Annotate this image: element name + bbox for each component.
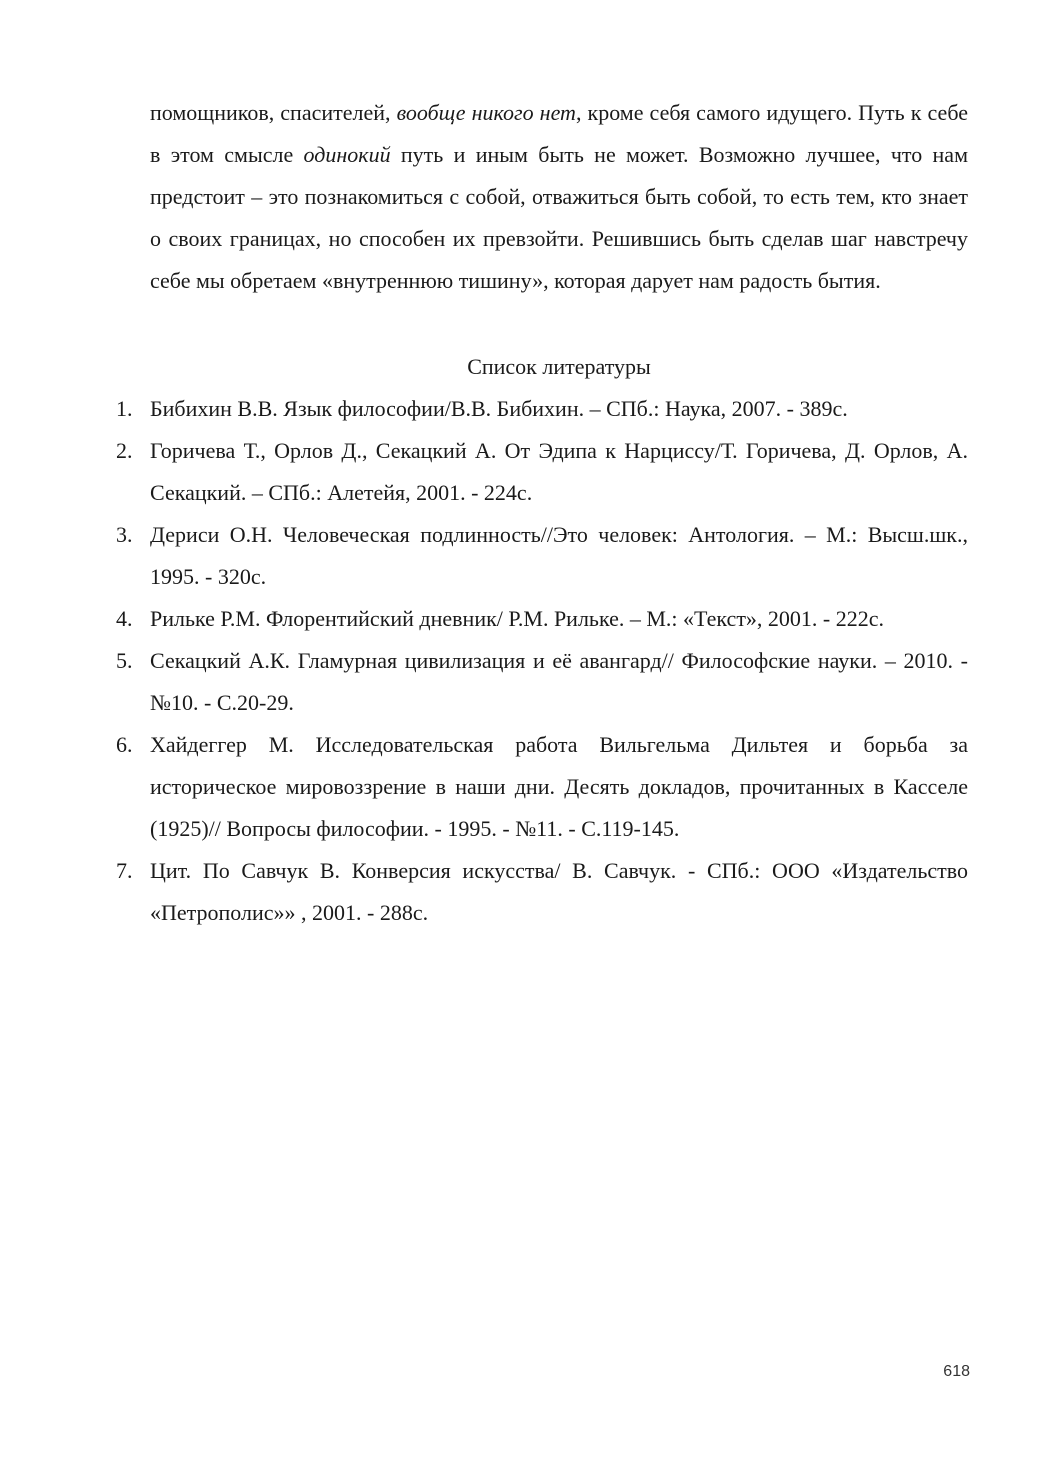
reference-item xyxy=(116,514,968,598)
references-list xyxy=(116,388,968,934)
reference-text: Горичева Т., Орлов Д., Секацкий А. От Эдипа к Нарциссу/Т. Горичева, Д. Орлов, А. Секацкий. – СПб.: Алетейя, 2001. - 224с. xyxy=(150,438,968,505)
reference-text: Хайдеггер М. Исследовательская работа Вильгельма Дильтея и борьба за историческое мировоззрение в наши дни. Десять докладов, прочитанных в Касселе (1925)// Вопросы философии. - 1995. - №11. - С.119-145. xyxy=(150,732,968,841)
paragraph-italic-1: вообще никого нет xyxy=(396,100,576,125)
reference-number: 6. xyxy=(116,732,133,757)
reference-item xyxy=(116,430,968,514)
paragraph-text-1: помощников, спасителей, xyxy=(150,100,397,125)
reference-number: 4. xyxy=(116,606,133,631)
reference-number: 3. xyxy=(116,522,133,547)
references-title: Список литературы xyxy=(467,354,651,379)
paragraph-text-2: , кроме себя самого идущего. Путь к себе в этом смысле xyxy=(150,100,968,167)
reference-item xyxy=(116,640,968,724)
paragraph-italic-2: одинокий xyxy=(303,142,391,167)
reference-text: Цит. По Савчук В. Конверсия искусства/ В. Савчук. - СПб.: ООО «Издательство «Петрополис»» , 2001. - 288с. xyxy=(150,858,968,925)
reference-text: Дериси О.Н. Человеческая подлинность//Это человек: Антология. – М.: Высш.шк., 1995. - 320с. xyxy=(150,522,968,589)
reference-number: 2. xyxy=(116,438,133,463)
reference-text: Бибихин В.В. Язык философии/В.В. Бибихин. – СПб.: Наука, 2007. - 389с. xyxy=(150,396,848,421)
reference-item xyxy=(116,598,968,640)
body-paragraph xyxy=(150,92,968,302)
page-number: 618 xyxy=(943,1363,970,1380)
paragraph-text-3: путь и иным быть не может. Возможно лучшее, что нам предстоит – это познакомиться с собой, отважиться быть собой, то есть тем, кто знает о своих границах, но способен их превзойти. Решившись быть сделав шаг навстречу себе мы обретаем «внутреннюю тишину», которая дарует нам радость бытия. xyxy=(150,142,968,293)
reference-number: 7. xyxy=(116,858,133,883)
reference-item xyxy=(116,388,968,430)
reference-number: 1. xyxy=(116,396,133,421)
reference-item xyxy=(116,850,968,934)
page-content xyxy=(116,92,968,934)
reference-item xyxy=(116,724,968,850)
reference-text: Рильке Р.М. Флорентийский дневник/ Р.М. Рильке. – М.: «Текст», 2001. - 222с. xyxy=(150,606,885,631)
reference-number: 5. xyxy=(116,648,133,673)
reference-text: Секацкий А.К. Гламурная цивилизация и её авангард// Философские науки. – 2010. - №10. - С.20-29. xyxy=(150,648,968,715)
